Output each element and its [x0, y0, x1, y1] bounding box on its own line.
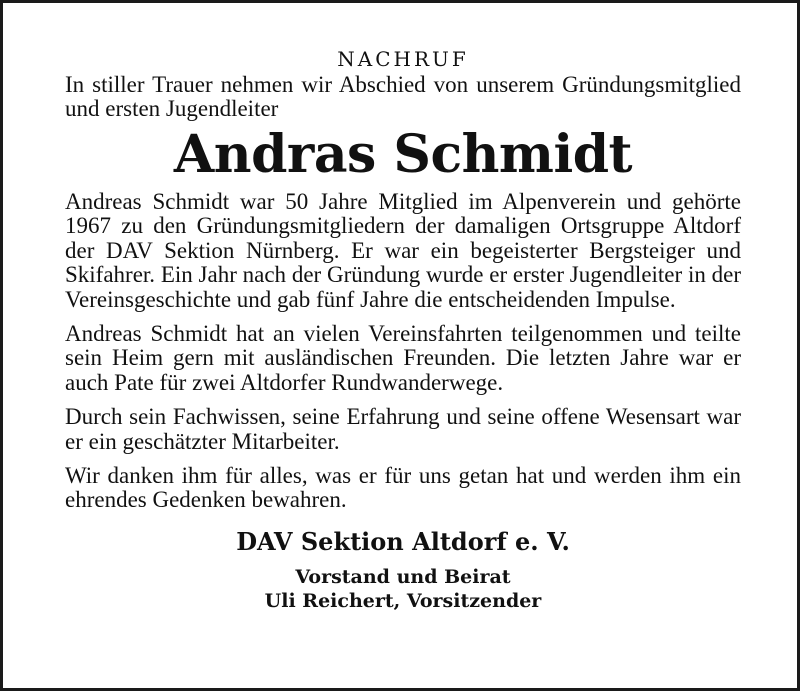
notice-heading: NACHRUF [337, 47, 469, 71]
paragraph-character: Durch sein Fachwissen, seine Erfahrung und seine offene Wesensart war er ein geschätzter Mitarbeiter. [65, 404, 741, 454]
paragraph-activities: Andreas Schmidt hat an vielen Vereinsfahrten teilgenommen und teilte sein Heim gern mit ausländischen Freunden. Die letzten Jahre war er auch Pate für zwei Altdorfer Rundwanderwege. [65, 321, 741, 395]
signatory-chairman: Uli Reichert, Vorsitzender [264, 589, 542, 612]
paragraph-biography: Andreas Schmidt war 50 Jahre Mitglied im Alpenverein und gehörte 1967 zu den Gründungsmitgliedern der damaligen Ortsgruppe Altdorf der DAV Sektion Nürnberg. Er war ein begeisterter Bergsteiger und Skifahrer. Ein Jahr nach der Gründung wurde er erster Jugendleiter in der Vereinsgeschichte und gab fünf Jahre die entscheidenden Impulse. [65, 189, 741, 312]
signatory-board: Vorstand und Beirat [295, 565, 511, 588]
notice-content [65, 47, 741, 613]
intro-text: In stiller Trauer nehmen wir Abschied von unserem Gründungsmitglied und ersten Jugendleiter [65, 72, 741, 121]
paragraph-thanks: Wir danken ihm für alles, was er für uns getan hat und werden ihm ein ehrendes Gedenken bewahren. [65, 463, 741, 513]
deceased-name: Andras Schmidt [173, 124, 633, 185]
organization-name: DAV Sektion Altdorf e. V. [236, 526, 570, 556]
